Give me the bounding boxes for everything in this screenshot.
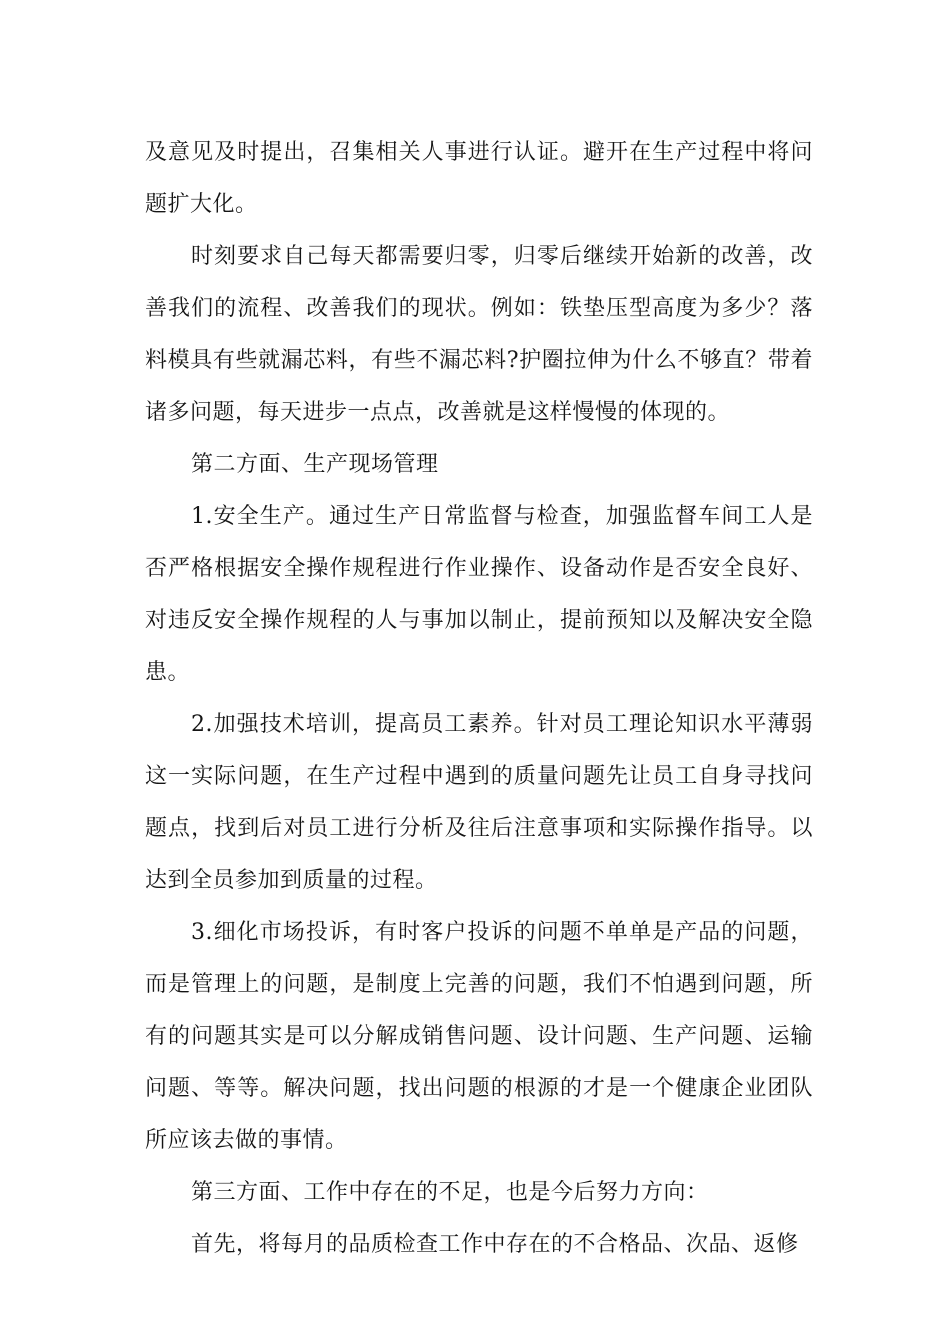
- paragraph-technical-training: 2.加强技术培训，提高员工素养。针对员工理论知识水平薄弱这一实际问题，在生产过程中遇到的质量问题先让员工自身寻找问题点，找到后对员工进行分析及往后注意事项和实际操作指导。以达到全员参加到质量的过程。: [145, 712, 813, 893]
- document-body: [145, 127, 813, 1271]
- paragraph-first: 首先，将每月的品质检查工作中存在的不合格品、次品、返修: [191, 1232, 799, 1257]
- paragraph-continuation: 及意见及时提出，召集相关人事进行认证。避开在生产过程中将问题扩大化。: [145, 140, 813, 217]
- section-heading-production-management: 第二方面、生产现场管理: [191, 452, 439, 477]
- paragraph-market-complaints: 3.细化市场投诉，有时客户投诉的问题不单单是产品的问题，而是管理上的问题，是制度上完善的问题，我们不怕遇到问题，所有的问题其实是可以分解成销售问题、设计问题、生产问题、运输问题、等等。解决问题，找出问题的根源的才是一个健康企业团队所应该去做的事情。: [145, 920, 813, 1153]
- section-heading-shortcomings: 第三方面、工作中存在的不足，也是今后努力方向：: [191, 1180, 709, 1205]
- paragraph-safety-production: 1.安全生产。通过生产日常监督与检查，加强监督车间工人是否严格根据安全操作规程进行作业操作、设备动作是否安全良好、对违反安全操作规程的人与事加以制止，提前预知以及解决安全隐患。: [145, 504, 813, 685]
- paragraph-daily-reset: 时刻要求自己每天都需要归零，归零后继续开始新的改善，改善我们的流程、改善我们的现状。例如：铁垫压型高度为多少？落料模具有些就漏芯料，有些不漏芯料?护圈拉伸为什么不够直？带着诸多问题，每天进步一点点，改善就是这样慢慢的体现的。: [145, 244, 813, 425]
